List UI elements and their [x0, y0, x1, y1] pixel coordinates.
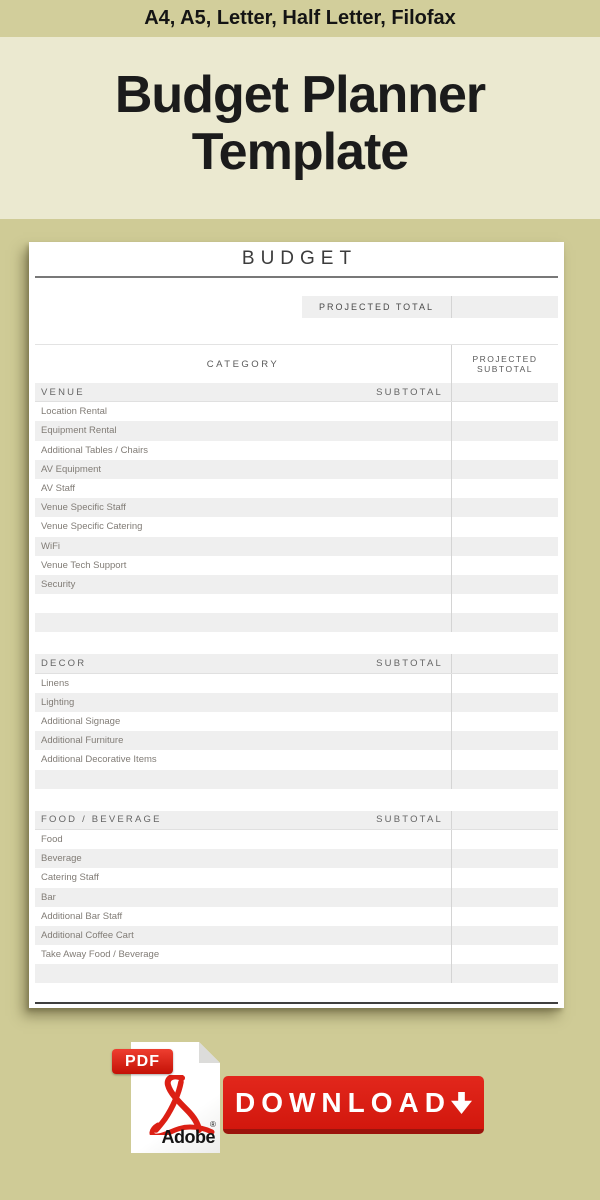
row-label: Additional Signage	[41, 716, 121, 728]
row-value-cell	[451, 964, 558, 983]
row-value-cell	[451, 693, 558, 712]
subtotal-value-cell	[451, 811, 558, 829]
row-value-cell	[451, 830, 558, 849]
registered-trademark: ®	[210, 1120, 216, 1129]
budget-row	[35, 421, 558, 440]
row-label: Additional Tables / Chairs	[41, 444, 149, 456]
budget-section	[35, 383, 558, 632]
hero-section	[0, 37, 600, 219]
row-label: AV Equipment	[41, 463, 102, 475]
pdf-badge	[112, 1049, 173, 1074]
row-label: Venue Tech Support	[41, 559, 127, 571]
subtotal-label: SUBTOTAL	[376, 658, 443, 670]
row-label: Location Rental	[41, 406, 108, 418]
budget-section	[35, 811, 558, 984]
row-label: Lighting	[41, 696, 75, 708]
page-fold-icon	[199, 1042, 220, 1063]
row-value-cell	[451, 731, 558, 750]
row-label: Additional Coffee Cart	[41, 929, 134, 941]
budget-row	[35, 537, 558, 556]
subtotal-label: SUBTOTAL	[376, 814, 443, 826]
row-label: Additional Furniture	[41, 735, 124, 747]
budget-row	[35, 750, 558, 769]
header-rule	[35, 276, 558, 278]
row-label: Bar	[41, 891, 56, 903]
row-label: Linens	[41, 677, 69, 689]
budget-row	[35, 712, 558, 731]
download-arrow-icon	[451, 1083, 472, 1123]
budget-row	[35, 441, 558, 460]
row-value-cell	[451, 712, 558, 731]
row-value-cell	[451, 888, 558, 907]
row-value-cell	[451, 674, 558, 693]
budget-row	[35, 613, 558, 632]
row-value-cell	[451, 441, 558, 460]
row-value-cell	[451, 907, 558, 926]
format-banner-text: A4, A5, Letter, Half Letter, Filofax	[144, 7, 456, 29]
projected-total-value-cell	[451, 296, 558, 318]
budget-row	[35, 964, 558, 983]
row-label: Catering Staff	[41, 872, 99, 884]
budget-row	[35, 945, 558, 964]
subtotal-label: SUBTOTAL	[376, 386, 443, 398]
row-value-cell	[451, 421, 558, 440]
footer-rule	[35, 1002, 558, 1004]
download-button[interactable]	[223, 1076, 484, 1134]
row-value-cell	[451, 517, 558, 536]
row-label: Additional Bar Staff	[41, 910, 123, 922]
section-title: FOOD / BEVERAGE	[41, 814, 162, 826]
row-value-cell	[451, 849, 558, 868]
budget-row	[35, 770, 558, 789]
projected-subtotal-line1: PROJECTED	[472, 354, 538, 364]
row-value-cell	[451, 460, 558, 479]
row-value-cell	[451, 537, 558, 556]
budget-row	[35, 575, 558, 594]
budget-row	[35, 402, 558, 421]
download-button-label: DOWNLOAD	[235, 1086, 451, 1118]
budget-row	[35, 479, 558, 498]
budget-row	[35, 517, 558, 536]
budget-sections	[35, 383, 558, 983]
row-value-cell	[451, 750, 558, 769]
pdf-badge-label: PDF	[125, 1052, 160, 1070]
adobe-swoosh-icon	[146, 1075, 216, 1135]
page-title-line1: Budget Planner	[114, 66, 486, 124]
budget-row	[35, 594, 558, 613]
budget-row	[35, 498, 558, 517]
projected-total-row	[35, 296, 558, 318]
subtotal-value-cell	[451, 654, 558, 672]
budget-row	[35, 868, 558, 887]
budget-row	[35, 731, 558, 750]
section-title: VENUE	[41, 386, 85, 398]
document-title: BUDGET	[241, 248, 358, 269]
row-label: Security	[41, 578, 76, 590]
table-header-row	[35, 344, 558, 383]
row-label: Beverage	[41, 853, 82, 865]
budget-document-preview	[29, 242, 564, 1008]
row-label: WiFi	[41, 540, 60, 552]
page-title	[0, 37, 600, 181]
budget-row	[35, 556, 558, 575]
row-value-cell	[451, 402, 558, 421]
row-label	[35, 770, 451, 789]
row-label: Venue Specific Staff	[41, 502, 126, 514]
row-value-cell	[451, 926, 558, 945]
row-value-cell	[451, 498, 558, 517]
budget-row	[35, 849, 558, 868]
projected-total-label: PROJECTED TOTAL	[302, 296, 451, 318]
category-column-header: CATEGORY	[206, 358, 280, 370]
budget-row	[35, 460, 558, 479]
row-label	[35, 964, 451, 983]
format-banner	[0, 0, 600, 37]
row-value-cell	[451, 556, 558, 575]
row-value-cell	[451, 594, 558, 613]
row-value-cell	[451, 575, 558, 594]
budget-row	[35, 926, 558, 945]
projected-subtotal-column-header	[451, 345, 558, 383]
budget-row	[35, 907, 558, 926]
row-label	[35, 594, 451, 613]
budget-row	[35, 830, 558, 849]
budget-row	[35, 888, 558, 907]
row-value-cell	[451, 613, 558, 632]
row-label: AV Staff	[41, 483, 75, 495]
row-value-cell	[451, 479, 558, 498]
row-label: Equipment Rental	[41, 425, 117, 437]
budget-row	[35, 674, 558, 693]
page-title-line2: Template	[191, 123, 409, 181]
row-label: Food	[41, 834, 63, 846]
row-value-cell	[451, 770, 558, 789]
budget-section	[35, 654, 558, 788]
row-label: Take Away Food / Beverage	[41, 949, 160, 961]
projected-total-spacer	[35, 296, 302, 318]
row-label	[35, 613, 451, 632]
row-label: Venue Specific Catering	[41, 521, 143, 533]
section-title: DECOR	[41, 658, 87, 670]
projected-subtotal-line2: SUBTOTAL	[476, 364, 534, 374]
budget-row	[35, 693, 558, 712]
row-value-cell	[451, 868, 558, 887]
row-value-cell	[451, 945, 558, 964]
subtotal-value-cell	[451, 383, 558, 401]
adobe-wordmark: Adobe	[161, 1127, 215, 1147]
row-label: Additional Decorative Items	[41, 754, 157, 766]
